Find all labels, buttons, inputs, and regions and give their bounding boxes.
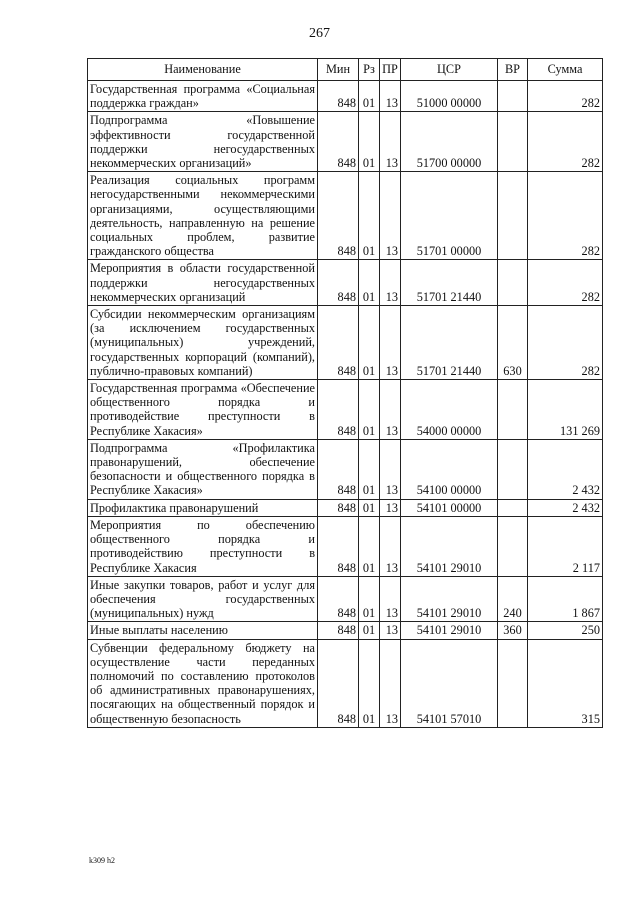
cell-vr	[498, 439, 528, 499]
cell-min: 848	[318, 112, 359, 172]
cell-rz: 01	[359, 112, 380, 172]
cell-pr: 13	[380, 439, 401, 499]
cell-rz: 01	[359, 622, 380, 639]
cell-pr: 13	[380, 622, 401, 639]
cell-sum: 315	[528, 639, 603, 727]
cell-sum: 282	[528, 81, 603, 112]
table-row	[88, 306, 603, 380]
cell-csr: 51701 21440	[401, 306, 498, 380]
table-row	[88, 499, 603, 516]
cell-name: Подпрограмма «Повышение эффективности государственной поддержки негосударственных некоммерческих организаций»	[88, 112, 318, 172]
cell-min: 848	[318, 576, 359, 622]
cell-pr: 13	[380, 81, 401, 112]
cell-sum: 282	[528, 306, 603, 380]
cell-min: 848	[318, 172, 359, 260]
cell-vr	[498, 81, 528, 112]
cell-rz: 01	[359, 499, 380, 516]
cell-csr: 51000 00000	[401, 81, 498, 112]
cell-vr	[498, 499, 528, 516]
cell-csr: 51701 21440	[401, 260, 498, 306]
cell-rz: 01	[359, 639, 380, 727]
cell-pr: 13	[380, 639, 401, 727]
cell-vr: 240	[498, 576, 528, 622]
table-row	[88, 81, 603, 112]
col-header-vr: ВР	[498, 59, 528, 81]
cell-pr: 13	[380, 380, 401, 440]
cell-csr: 54101 29010	[401, 516, 498, 576]
cell-vr	[498, 380, 528, 440]
cell-vr	[498, 260, 528, 306]
cell-min: 848	[318, 499, 359, 516]
cell-sum: 282	[528, 172, 603, 260]
cell-name: Мероприятия по обеспечению общественного порядка и противодействию преступности в Республике Хакасия	[88, 516, 318, 576]
col-header-name: Наименование	[88, 59, 318, 81]
cell-sum: 1 867	[528, 576, 603, 622]
cell-min: 848	[318, 516, 359, 576]
cell-pr: 13	[380, 112, 401, 172]
cell-csr: 54101 29010	[401, 622, 498, 639]
cell-pr: 13	[380, 306, 401, 380]
cell-sum: 131 269	[528, 380, 603, 440]
cell-rz: 01	[359, 380, 380, 440]
cell-vr	[498, 112, 528, 172]
cell-csr: 51700 00000	[401, 112, 498, 172]
cell-sum: 250	[528, 622, 603, 639]
cell-min: 848	[318, 639, 359, 727]
cell-name: Реализация социальных программ негосударственными некоммерческими организациями, осуществляющими деятельность, направленную на решение социальных проблем, развитие гражданского общества	[88, 172, 318, 260]
cell-sum: 2 432	[528, 439, 603, 499]
cell-vr	[498, 516, 528, 576]
cell-csr: 54101 29010	[401, 576, 498, 622]
table-row	[88, 380, 603, 440]
cell-name: Государственная программа «Обеспечение общественного порядка и противодействие преступности в Республике Хакасия»	[88, 380, 318, 440]
cell-sum: 282	[528, 260, 603, 306]
table-row	[88, 516, 603, 576]
cell-rz: 01	[359, 172, 380, 260]
col-header-pr: ПР	[380, 59, 401, 81]
cell-rz: 01	[359, 516, 380, 576]
cell-min: 848	[318, 306, 359, 380]
cell-name: Подпрограмма «Профилактика правонарушений, обеспечение безопасности и общественного порядка в Республике Хакасия»	[88, 439, 318, 499]
cell-sum: 282	[528, 112, 603, 172]
cell-min: 848	[318, 380, 359, 440]
cell-name: Иные закупки товаров, работ и услуг для обеспечения государственных (муниципальных) нужд	[88, 576, 318, 622]
table-header-row	[88, 59, 603, 81]
cell-name: Субсидии некоммерческим организациям (за исключением государственных (муниципальных) учреждений, государственных корпораций (компаний), публично-правовых компаний)	[88, 306, 318, 380]
col-header-rz: Рз	[359, 59, 380, 81]
cell-csr: 54101 00000	[401, 499, 498, 516]
cell-min: 848	[318, 439, 359, 499]
cell-name: Профилактика правонарушений	[88, 499, 318, 516]
cell-csr: 54101 57010	[401, 639, 498, 727]
table-row	[88, 172, 603, 260]
table-row	[88, 439, 603, 499]
cell-vr: 360	[498, 622, 528, 639]
table-row	[88, 260, 603, 306]
cell-pr: 13	[380, 516, 401, 576]
cell-min: 848	[318, 622, 359, 639]
cell-rz: 01	[359, 81, 380, 112]
page-number: 267	[309, 26, 330, 41]
cell-pr: 13	[380, 260, 401, 306]
cell-vr: 630	[498, 306, 528, 380]
cell-sum: 2 117	[528, 516, 603, 576]
budget-table	[87, 58, 603, 728]
cell-csr: 54000 00000	[401, 380, 498, 440]
cell-rz: 01	[359, 576, 380, 622]
cell-rz: 01	[359, 260, 380, 306]
cell-csr: 51701 00000	[401, 172, 498, 260]
cell-pr: 13	[380, 172, 401, 260]
cell-rz: 01	[359, 306, 380, 380]
table-row	[88, 112, 603, 172]
cell-pr: 13	[380, 499, 401, 516]
col-header-sum: Сумма	[528, 59, 603, 81]
cell-name: Субвенции федеральному бюджету на осуществление части переданных полномочий по составлению протоколов об административных правонарушениях, посягающих на общественный порядок и общественную безопасность	[88, 639, 318, 727]
cell-name: Государственная программа «Социальная поддержка граждан»	[88, 81, 318, 112]
cell-csr: 54100 00000	[401, 439, 498, 499]
cell-name: Мероприятия в области государственной поддержки негосударственных некоммерческих организаций	[88, 260, 318, 306]
cell-rz: 01	[359, 439, 380, 499]
cell-vr	[498, 639, 528, 727]
col-header-min: Мин	[318, 59, 359, 81]
table-row	[88, 622, 603, 639]
table-row	[88, 576, 603, 622]
cell-min: 848	[318, 81, 359, 112]
cell-sum: 2 432	[528, 499, 603, 516]
col-header-csr: ЦСР	[401, 59, 498, 81]
cell-vr	[498, 172, 528, 260]
cell-name: Иные выплаты населению	[88, 622, 318, 639]
table-body	[88, 81, 603, 728]
cell-pr: 13	[380, 576, 401, 622]
cell-min: 848	[318, 260, 359, 306]
footer-code: k309 h2	[89, 856, 115, 865]
table-row	[88, 639, 603, 727]
